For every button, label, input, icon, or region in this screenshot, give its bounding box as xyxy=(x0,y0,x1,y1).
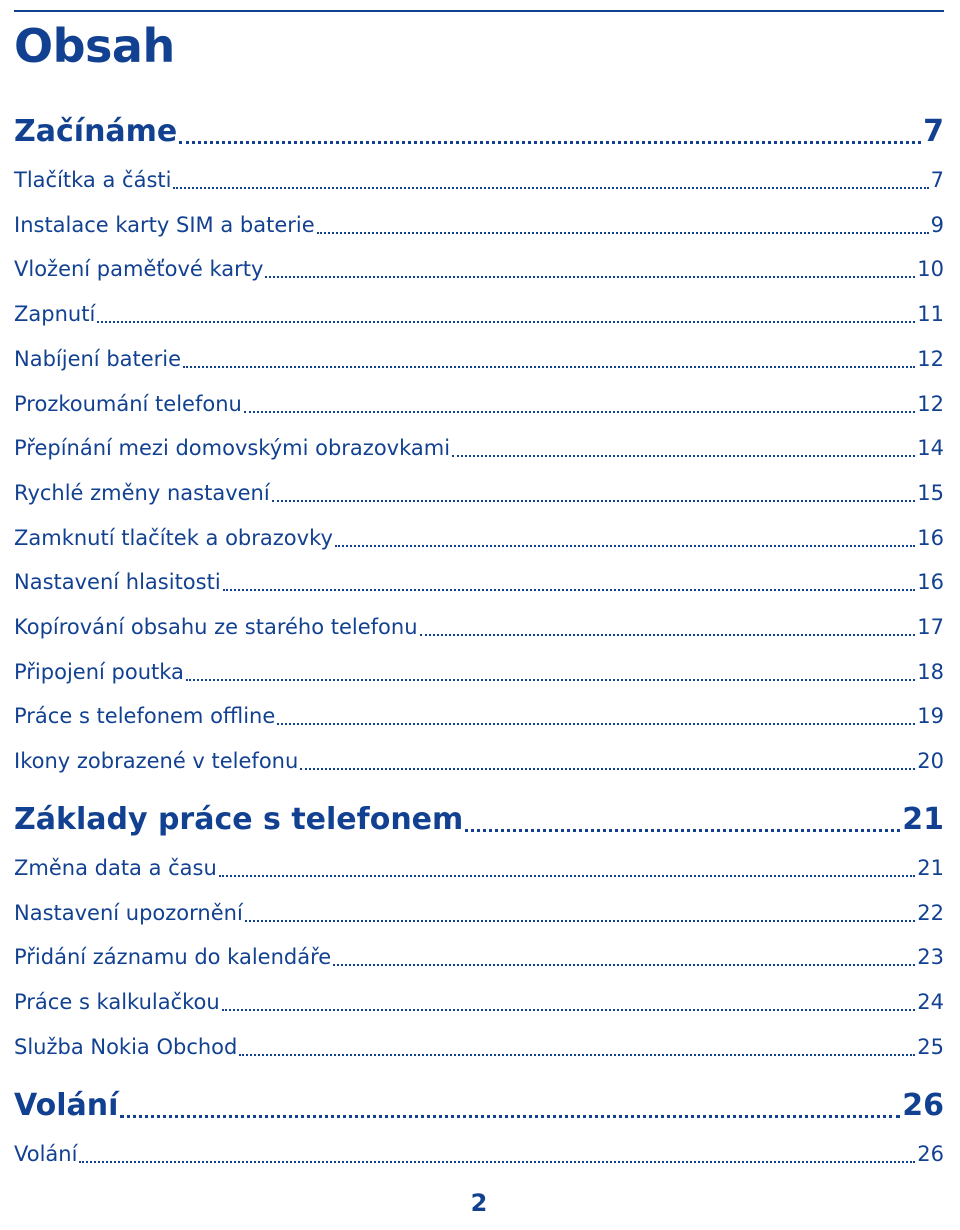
toc-entry-row[interactable] xyxy=(14,657,944,687)
toc-entry-page-number: 12 xyxy=(917,391,944,416)
toc-dot-leader xyxy=(179,112,921,152)
toc-entry-page-number: 11 xyxy=(917,302,944,327)
page-title: Obsah xyxy=(14,19,175,73)
toc-entry-row[interactable] xyxy=(14,987,944,1017)
toc-entry-label: Změna data a času xyxy=(14,856,217,880)
toc-section-label: Začínáme xyxy=(14,114,178,149)
toc-entry-page-number: 25 xyxy=(917,1034,944,1059)
toc-dot-leader xyxy=(300,746,915,776)
toc-entry-page-number: 14 xyxy=(917,436,944,461)
toc-dot-leader xyxy=(222,987,916,1017)
toc-entry-label: Instalace karty SIM a baterie xyxy=(14,212,315,237)
toc-entry-label: Vložení paměťové karty xyxy=(14,257,264,282)
toc-entry-page-number: 15 xyxy=(917,480,944,505)
toc-entry-label: Přidání záznamu do kalendáře xyxy=(14,945,332,970)
toc-entry-label: Ikony zobrazené v telefonu xyxy=(14,749,299,774)
toc-entry-label: Volání xyxy=(14,1142,78,1166)
toc-section-row[interactable] xyxy=(14,800,944,840)
toc-dot-leader xyxy=(420,612,916,642)
toc-section-page-number: 7 xyxy=(923,114,944,149)
toc-entry-page-number: 7 xyxy=(930,168,944,192)
toc-dot-leader xyxy=(277,701,915,731)
toc-dot-leader xyxy=(333,942,915,972)
toc-dot-leader xyxy=(183,344,915,374)
toc-entry-label: Zamknutí tlačítek a obrazovky xyxy=(14,525,333,550)
toc-dot-leader xyxy=(97,299,915,329)
toc-entry-page-number: 9 xyxy=(930,212,944,237)
toc-entry-label: Rychlé změny nastavení xyxy=(14,480,270,505)
toc-entry-label: Kopírování obsahu ze starého telefonu xyxy=(14,615,418,639)
toc-dot-leader xyxy=(120,1086,900,1126)
toc-entry-row[interactable] xyxy=(14,165,944,195)
toc-section-page-number: 26 xyxy=(902,1088,944,1123)
toc-entry-row[interactable] xyxy=(14,523,944,553)
toc-page xyxy=(14,0,944,1230)
toc-entry-row[interactable] xyxy=(14,433,944,463)
toc-entry-page-number: 16 xyxy=(917,525,944,550)
toc-entry-row[interactable] xyxy=(14,1032,944,1062)
toc-dot-leader xyxy=(173,165,928,195)
toc-entry-page-number: 16 xyxy=(917,570,944,595)
top-rule xyxy=(14,10,944,12)
toc-entry-label: Práce s telefonem offline xyxy=(14,704,276,729)
toc-entry-page-number: 12 xyxy=(917,346,944,371)
toc-entry-row[interactable] xyxy=(14,210,944,240)
toc-entry-page-number: 17 xyxy=(917,615,944,639)
toc-entry-row[interactable] xyxy=(14,746,944,776)
toc-entry-row[interactable] xyxy=(14,299,944,329)
toc-entry-row[interactable] xyxy=(14,1139,944,1169)
toc-entry-row[interactable] xyxy=(14,389,944,419)
toc-dot-leader xyxy=(265,254,915,284)
toc-entry-page-number: 20 xyxy=(917,749,944,774)
toc-dot-leader xyxy=(317,210,929,240)
toc-entry-row[interactable] xyxy=(14,701,944,731)
toc-entry-row[interactable] xyxy=(14,612,944,642)
toc-section-label: Základy práce s telefonem xyxy=(14,802,464,837)
toc-entry-page-number: 18 xyxy=(917,659,944,684)
toc-dot-leader xyxy=(465,800,900,840)
toc-entry-row[interactable] xyxy=(14,344,944,374)
toc-dot-leader xyxy=(219,853,915,883)
toc-entry-row[interactable] xyxy=(14,254,944,284)
toc-entry-label: Nastavení upozornění xyxy=(14,900,243,925)
toc-entry-label: Zapnutí xyxy=(14,302,96,327)
toc-entry-page-number: 19 xyxy=(917,704,944,729)
toc-section-page-number: 21 xyxy=(902,802,944,837)
toc-dot-leader xyxy=(239,1032,915,1062)
toc-dot-leader xyxy=(245,898,915,928)
toc-dot-leader xyxy=(186,657,915,687)
toc-entry-row[interactable] xyxy=(14,898,944,928)
toc-entry-row[interactable] xyxy=(14,567,944,597)
toc-entry-label: Tlačítka a části xyxy=(14,168,172,192)
toc-dot-leader xyxy=(244,389,915,419)
toc-entry-page-number: 10 xyxy=(917,257,944,282)
toc-dot-leader xyxy=(223,567,916,597)
toc-section-row[interactable] xyxy=(14,1086,944,1126)
toc-dot-leader xyxy=(452,433,915,463)
toc-entry-row[interactable] xyxy=(14,478,944,508)
toc-entry-page-number: 24 xyxy=(917,990,944,1015)
page-number: 2 xyxy=(470,1189,488,1217)
toc-dot-leader xyxy=(335,523,915,553)
toc-entry-label: Nabíjení baterie xyxy=(14,346,182,371)
toc-entry-page-number: 21 xyxy=(917,856,944,880)
toc-entry-row[interactable] xyxy=(14,942,944,972)
toc-entry-row[interactable] xyxy=(14,853,944,883)
toc-entry-label: Služba Nokia Obchod xyxy=(14,1034,238,1059)
toc-entry-label: Nastavení hlasitosti xyxy=(14,570,221,595)
toc-entry-label: Připojení poutka xyxy=(14,659,184,684)
toc-entry-label: Práce s kalkulačkou xyxy=(14,990,220,1015)
toc-entry-page-number: 22 xyxy=(917,900,944,925)
toc-entry-label: Prozkoumání telefonu xyxy=(14,391,242,416)
toc-entry-page-number: 23 xyxy=(917,945,944,970)
toc-section-row[interactable] xyxy=(14,112,944,152)
toc-section-label: Volání xyxy=(14,1088,119,1123)
toc-dot-leader xyxy=(272,478,916,508)
toc-dot-leader xyxy=(79,1139,915,1169)
toc-entry-label: Přepínání mezi domovskými obrazovkami xyxy=(14,436,451,461)
toc-entry-page-number: 26 xyxy=(917,1142,944,1166)
